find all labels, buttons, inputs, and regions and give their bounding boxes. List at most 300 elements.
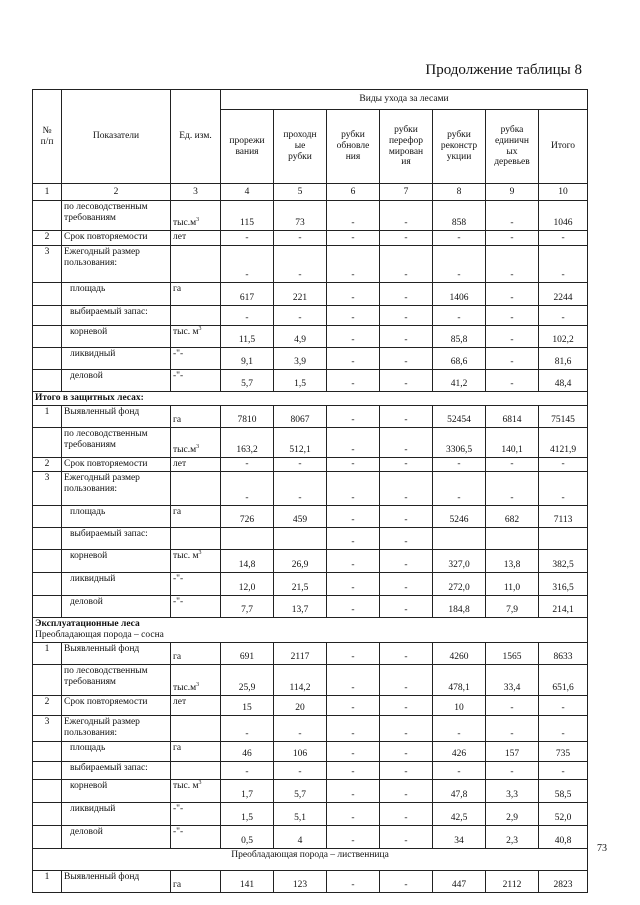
value-cell: - [539, 246, 588, 283]
value-cell: 7,7 [221, 596, 274, 618]
table-row [33, 528, 588, 550]
value-cell: - [274, 246, 327, 283]
row-number [33, 428, 62, 458]
value-cell: 11,5 [221, 326, 274, 348]
value-cell: 34 [433, 825, 486, 848]
value-cell: 115 [221, 201, 274, 231]
value-cell: 8633 [539, 642, 588, 664]
table-row [33, 326, 588, 348]
row-number: 3 [33, 246, 62, 283]
section-heading: Преобладающая порода – лиственница [33, 848, 588, 870]
value-cell: - [327, 741, 380, 761]
value-cell: - [221, 306, 274, 326]
value-cell [486, 528, 539, 550]
row-number [33, 348, 62, 370]
value-cell: 2823 [539, 870, 588, 892]
value-cell: 9,1 [221, 348, 274, 370]
table-row [33, 741, 588, 761]
value-cell: - [327, 472, 380, 506]
section-row [33, 618, 588, 643]
value-cell: 691 [221, 642, 274, 664]
value-cell: 20 [274, 695, 327, 715]
table-row [33, 761, 588, 779]
page-number: 73 [597, 843, 607, 854]
value-cell: - [327, 428, 380, 458]
value-cell: 140,1 [486, 428, 539, 458]
row-label: деловой [62, 825, 171, 848]
table-row [33, 664, 588, 695]
row-label: Срок повторяемости [62, 458, 171, 472]
value-cell: 12,0 [221, 573, 274, 596]
value-cell: 1,5 [274, 370, 327, 392]
value-cell: 85,8 [433, 326, 486, 348]
row-unit [171, 246, 221, 283]
value-cell: - [274, 306, 327, 326]
section-heading: Итого в защитных лесах: [33, 392, 588, 406]
value-cell: - [486, 283, 539, 306]
value-cell: - [433, 715, 486, 741]
table-row [33, 802, 588, 825]
value-cell: - [539, 472, 588, 506]
header-col-2: проходн ые рубки [274, 110, 327, 184]
row-label: Ежегодный размер пользования: [62, 715, 171, 741]
table-row [33, 642, 588, 664]
table-caption: Продолжение таблицы 8 [425, 62, 582, 78]
row-unit: га [171, 406, 221, 428]
row-label: Срок повторяемости [62, 695, 171, 715]
unit-superscript: 3 [198, 325, 202, 332]
row-label: Ежегодный размер пользования: [62, 472, 171, 506]
table-row [33, 231, 588, 246]
value-cell: - [486, 370, 539, 392]
value-cell: 33,4 [486, 664, 539, 695]
row-label: выбираемый запас: [62, 761, 171, 779]
value-cell: - [327, 802, 380, 825]
value-cell: 25,9 [221, 664, 274, 695]
row-number: 2 [33, 458, 62, 472]
value-cell: - [327, 550, 380, 573]
value-cell [539, 528, 588, 550]
value-cell: - [327, 370, 380, 392]
header-col-1: прорежи вания [221, 110, 274, 184]
table-row [33, 370, 588, 392]
value-cell: - [433, 472, 486, 506]
value-cell: - [327, 246, 380, 283]
value-cell: 5,7 [274, 779, 327, 802]
value-cell: 52454 [433, 406, 486, 428]
value-cell: - [433, 761, 486, 779]
row-number: 2 [33, 695, 62, 715]
row-unit: лет [171, 458, 221, 472]
value-cell: 7,9 [486, 596, 539, 618]
value-cell: 13,7 [274, 596, 327, 618]
value-cell: 0,5 [221, 825, 274, 848]
row-label: Срок повторяемости [62, 231, 171, 246]
column-number: 3 [171, 184, 221, 201]
row-unit: га [171, 506, 221, 528]
table-row [33, 406, 588, 428]
value-cell: - [380, 326, 433, 348]
row-label: деловой [62, 370, 171, 392]
table-row [33, 306, 588, 326]
row-unit [171, 472, 221, 506]
value-cell: 75145 [539, 406, 588, 428]
value-cell: 47,8 [433, 779, 486, 802]
table-row [33, 458, 588, 472]
column-number: 6 [327, 184, 380, 201]
value-cell: 106 [274, 741, 327, 761]
value-cell: 4,9 [274, 326, 327, 348]
value-cell: - [380, 348, 433, 370]
value-cell: 3,3 [486, 779, 539, 802]
row-label: ликвидный [62, 802, 171, 825]
value-cell: - [486, 761, 539, 779]
value-cell: - [486, 246, 539, 283]
table-row [33, 348, 588, 370]
value-cell: - [221, 246, 274, 283]
value-cell: 459 [274, 506, 327, 528]
value-cell: - [539, 761, 588, 779]
table-row [33, 825, 588, 848]
row-unit: тыс. $м^3$ [171, 326, 221, 348]
column-number: 9 [486, 184, 539, 201]
table-row [33, 472, 588, 506]
value-cell: 46 [221, 741, 274, 761]
column-number: 5 [274, 184, 327, 201]
value-cell: 26,9 [274, 550, 327, 573]
value-cell: - [433, 246, 486, 283]
value-cell: - [274, 458, 327, 472]
section-heading: Эксплуатационные леса Преобладающая порода – сосна [33, 618, 588, 643]
row-label: корневой [62, 326, 171, 348]
value-cell: - [327, 642, 380, 664]
value-cell: - [327, 528, 380, 550]
row-number: 1 [33, 642, 62, 664]
value-cell: - [327, 201, 380, 231]
row-label: выбираемый запас: [62, 306, 171, 326]
value-cell: - [380, 715, 433, 741]
table-row [33, 283, 588, 306]
value-cell: 14,8 [221, 550, 274, 573]
header-col-3: рубки обновле ния [327, 110, 380, 184]
value-cell: - [539, 231, 588, 246]
value-cell: - [539, 715, 588, 741]
value-cell: 40,8 [539, 825, 588, 848]
value-cell: 48,4 [539, 370, 588, 392]
value-cell: 8067 [274, 406, 327, 428]
row-number: 3 [33, 472, 62, 506]
value-cell: - [486, 326, 539, 348]
value-cell: 726 [221, 506, 274, 528]
value-cell: - [380, 802, 433, 825]
value-cell: 1,5 [221, 802, 274, 825]
value-cell: 1046 [539, 201, 588, 231]
value-cell: 4121,9 [539, 428, 588, 458]
value-cell: - [327, 231, 380, 246]
value-cell: 58,5 [539, 779, 588, 802]
header-care-types: Виды ухода за лесами [221, 90, 588, 110]
value-cell: 327,0 [433, 550, 486, 573]
value-cell: - [327, 506, 380, 528]
row-unit: -"- [171, 596, 221, 618]
value-cell: 13,8 [486, 550, 539, 573]
row-unit: -"- [171, 370, 221, 392]
value-cell: 221 [274, 283, 327, 306]
row-unit: $тыс.м^3$ [171, 428, 221, 458]
row-label: Выявленный фонд [62, 870, 171, 892]
row-unit [171, 715, 221, 741]
table-row [33, 246, 588, 283]
value-cell: - [221, 458, 274, 472]
value-cell: - [380, 870, 433, 892]
table-row [33, 870, 588, 892]
row-number [33, 528, 62, 550]
table-row [33, 428, 588, 458]
value-cell: - [486, 306, 539, 326]
value-cell: 3306,5 [433, 428, 486, 458]
value-cell [274, 528, 327, 550]
value-cell: - [380, 428, 433, 458]
unit-superscript: 3 [198, 549, 202, 556]
row-number [33, 201, 62, 231]
row-label: по лесоводственным требованиям [62, 664, 171, 695]
value-cell: - [380, 370, 433, 392]
row-unit: тыс. $м^3$ [171, 779, 221, 802]
row-number [33, 573, 62, 596]
row-label: Ежегодный размер пользования: [62, 246, 171, 283]
row-number [33, 664, 62, 695]
value-cell: 2117 [274, 642, 327, 664]
value-cell: - [327, 664, 380, 695]
row-number: 1 [33, 870, 62, 892]
value-cell: - [221, 761, 274, 779]
value-cell: - [327, 825, 380, 848]
section-row [33, 392, 588, 406]
value-cell: - [327, 695, 380, 715]
value-cell: 617 [221, 283, 274, 306]
column-number: 10 [539, 184, 588, 201]
value-cell: 102,2 [539, 326, 588, 348]
header-no: № п/п [33, 90, 62, 184]
value-cell: - [327, 326, 380, 348]
value-cell [433, 528, 486, 550]
row-number [33, 802, 62, 825]
value-cell: - [539, 306, 588, 326]
row-unit: тыс. $м^3$ [171, 550, 221, 573]
value-cell: 163,2 [221, 428, 274, 458]
value-cell: - [327, 715, 380, 741]
header-col-4: рубки перефор мирован ия [380, 110, 433, 184]
value-cell: - [327, 870, 380, 892]
row-number [33, 825, 62, 848]
header-unit: Ед. изм. [171, 90, 221, 184]
row-number [33, 741, 62, 761]
table-row [33, 779, 588, 802]
value-cell: 4 [274, 825, 327, 848]
column-number: 7 [380, 184, 433, 201]
column-number: 1 [33, 184, 62, 201]
value-cell: - [380, 825, 433, 848]
value-cell: 41,2 [433, 370, 486, 392]
row-number [33, 761, 62, 779]
value-cell: 10 [433, 695, 486, 715]
value-cell: 114,2 [274, 664, 327, 695]
value-cell: - [274, 761, 327, 779]
row-unit: га [171, 741, 221, 761]
value-cell: 651,6 [539, 664, 588, 695]
value-cell: 426 [433, 741, 486, 761]
unit-superscript: 3 [196, 681, 200, 688]
value-cell: - [327, 283, 380, 306]
value-cell: - [327, 406, 380, 428]
row-label: площадь [62, 741, 171, 761]
row-unit [171, 528, 221, 550]
value-cell: - [274, 472, 327, 506]
value-cell: - [539, 458, 588, 472]
value-cell: - [486, 715, 539, 741]
value-cell: 512,1 [274, 428, 327, 458]
row-label: Выявленный фонд [62, 642, 171, 664]
value-cell: - [433, 306, 486, 326]
row-label: корневой [62, 550, 171, 573]
table-row [33, 695, 588, 715]
value-cell: - [380, 573, 433, 596]
row-unit: га [171, 870, 221, 892]
row-unit: лет [171, 231, 221, 246]
value-cell: - [327, 348, 380, 370]
value-cell: - [327, 779, 380, 802]
value-cell: 214,1 [539, 596, 588, 618]
row-number [33, 306, 62, 326]
row-unit: лет [171, 695, 221, 715]
row-label: ликвидный [62, 573, 171, 596]
value-cell: - [433, 231, 486, 246]
value-cell: - [486, 231, 539, 246]
value-cell: - [221, 231, 274, 246]
row-unit: -"- [171, 825, 221, 848]
value-cell: 316,5 [539, 573, 588, 596]
section-row [33, 848, 588, 870]
forest-care-table [32, 89, 588, 893]
value-cell [221, 528, 274, 550]
row-label: корневой [62, 779, 171, 802]
row-unit: -"- [171, 802, 221, 825]
value-cell: - [327, 458, 380, 472]
value-cell: - [380, 231, 433, 246]
value-cell: - [380, 458, 433, 472]
row-label: выбираемый запас: [62, 528, 171, 550]
unit-superscript: 3 [198, 779, 202, 786]
header-col-6: рубка единичн ых деревьев [486, 110, 539, 184]
value-cell: 478,1 [433, 664, 486, 695]
value-cell: 68,6 [433, 348, 486, 370]
value-cell: - [380, 406, 433, 428]
row-unit [171, 761, 221, 779]
row-label: площадь [62, 506, 171, 528]
value-cell: 1565 [486, 642, 539, 664]
value-cell: - [486, 695, 539, 715]
value-cell: 2112 [486, 870, 539, 892]
value-cell: 81,6 [539, 348, 588, 370]
value-cell: 2,9 [486, 802, 539, 825]
value-cell: - [380, 306, 433, 326]
unit-superscript: 3 [196, 216, 200, 223]
value-cell: - [380, 246, 433, 283]
value-cell: 184,8 [433, 596, 486, 618]
row-number [33, 596, 62, 618]
value-cell: 1406 [433, 283, 486, 306]
value-cell: - [380, 741, 433, 761]
value-cell: 5,1 [274, 802, 327, 825]
row-label: Выявленный фонд [62, 406, 171, 428]
value-cell: 682 [486, 506, 539, 528]
value-cell: 11,0 [486, 573, 539, 596]
column-number: 4 [221, 184, 274, 201]
section-subheading: Преобладающая порода – сосна [35, 629, 164, 640]
value-cell: - [486, 458, 539, 472]
value-cell: 735 [539, 741, 588, 761]
value-cell: - [380, 506, 433, 528]
row-label: площадь [62, 283, 171, 306]
value-cell: 2,3 [486, 825, 539, 848]
header-indicator: Показатели [62, 90, 171, 184]
table-row [33, 715, 588, 741]
row-label: по лесоводственным требованиям [62, 428, 171, 458]
row-number [33, 550, 62, 573]
value-cell: 447 [433, 870, 486, 892]
row-unit: га [171, 283, 221, 306]
row-number [33, 506, 62, 528]
value-cell: - [380, 596, 433, 618]
row-number: 3 [33, 715, 62, 741]
value-cell: - [380, 201, 433, 231]
row-number [33, 326, 62, 348]
value-cell: - [433, 458, 486, 472]
value-cell: 858 [433, 201, 486, 231]
row-unit: -"- [171, 348, 221, 370]
row-unit: -"- [171, 573, 221, 596]
value-cell: - [486, 348, 539, 370]
table-row [33, 573, 588, 596]
value-cell: - [486, 472, 539, 506]
value-cell: 272,0 [433, 573, 486, 596]
value-cell: 157 [486, 741, 539, 761]
value-cell: - [380, 642, 433, 664]
value-cell: - [380, 695, 433, 715]
value-cell: 15 [221, 695, 274, 715]
value-cell: - [380, 472, 433, 506]
value-cell: 6814 [486, 406, 539, 428]
value-cell: 21,5 [274, 573, 327, 596]
row-label: деловой [62, 596, 171, 618]
value-cell: - [380, 779, 433, 802]
column-number: 8 [433, 184, 486, 201]
value-cell: - [221, 715, 274, 741]
row-number: 1 [33, 406, 62, 428]
row-unit: $тыс.м^3$ [171, 201, 221, 231]
value-cell: 4260 [433, 642, 486, 664]
value-cell: 5,7 [221, 370, 274, 392]
value-cell: - [380, 761, 433, 779]
header-col-7: Итого [539, 110, 588, 184]
value-cell: 2244 [539, 283, 588, 306]
value-cell: 123 [274, 870, 327, 892]
value-cell: - [327, 596, 380, 618]
table-row [33, 550, 588, 573]
row-number [33, 283, 62, 306]
table-row [33, 201, 588, 231]
value-cell: - [327, 761, 380, 779]
